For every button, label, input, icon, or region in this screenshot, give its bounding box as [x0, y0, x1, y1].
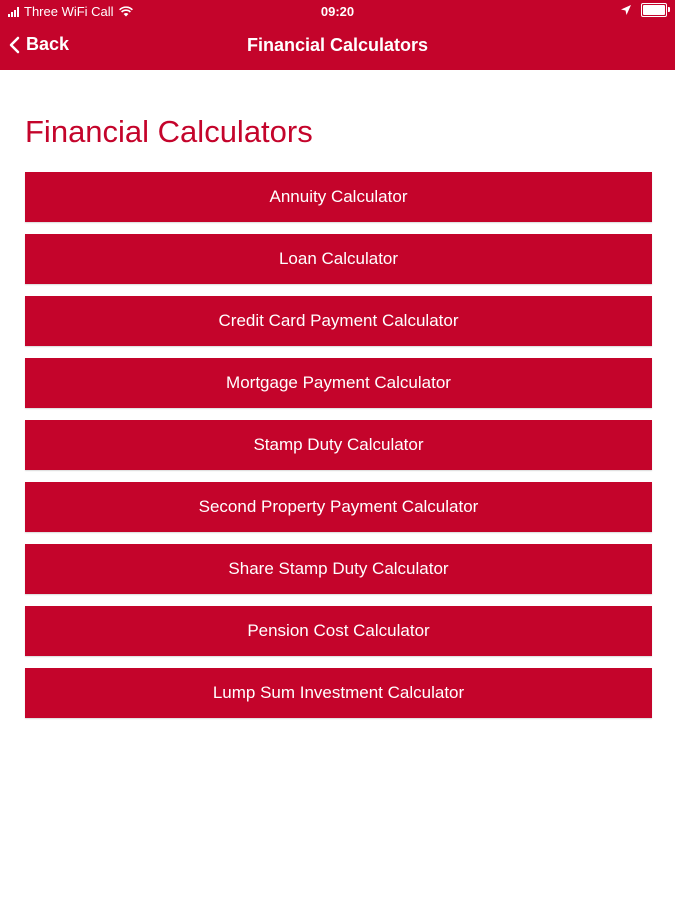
battery-icon — [641, 3, 667, 17]
mortgage-payment-calculator-button[interactable]: Mortgage Payment Calculator — [25, 358, 652, 408]
page-title: Financial Calculators — [25, 114, 313, 149]
calculator-list — [25, 172, 652, 730]
header — [0, 0, 675, 70]
status-right — [621, 3, 667, 17]
annuity-calculator-button[interactable]: Annuity Calculator — [25, 172, 652, 222]
status-time: 09:20 — [320, 4, 355, 19]
back-label: Back — [26, 34, 70, 54]
credit-card-payment-calculator-button[interactable]: Credit Card Payment Calculator — [25, 296, 652, 346]
lump-sum-investment-calculator-button[interactable]: Lump Sum Investment Calculator — [25, 668, 652, 718]
battery-fill — [643, 5, 665, 15]
stamp-duty-calculator-button[interactable]: Stamp Duty Calculator — [25, 420, 652, 470]
pension-cost-calculator-button[interactable]: Pension Cost Calculator — [25, 606, 652, 656]
status-bar — [0, 0, 675, 24]
nav-title: Financial Calculators — [246, 35, 429, 55]
share-stamp-duty-calculator-button[interactable]: Share Stamp Duty Calculator — [25, 544, 652, 594]
carrier-label: Three WiFi Call — [24, 4, 114, 19]
location-arrow-icon — [621, 5, 631, 15]
loan-calculator-button[interactable]: Loan Calculator — [25, 234, 652, 284]
second-property-payment-calculator-button[interactable]: Second Property Payment Calculator — [25, 482, 652, 532]
nav-bar — [0, 24, 675, 70]
